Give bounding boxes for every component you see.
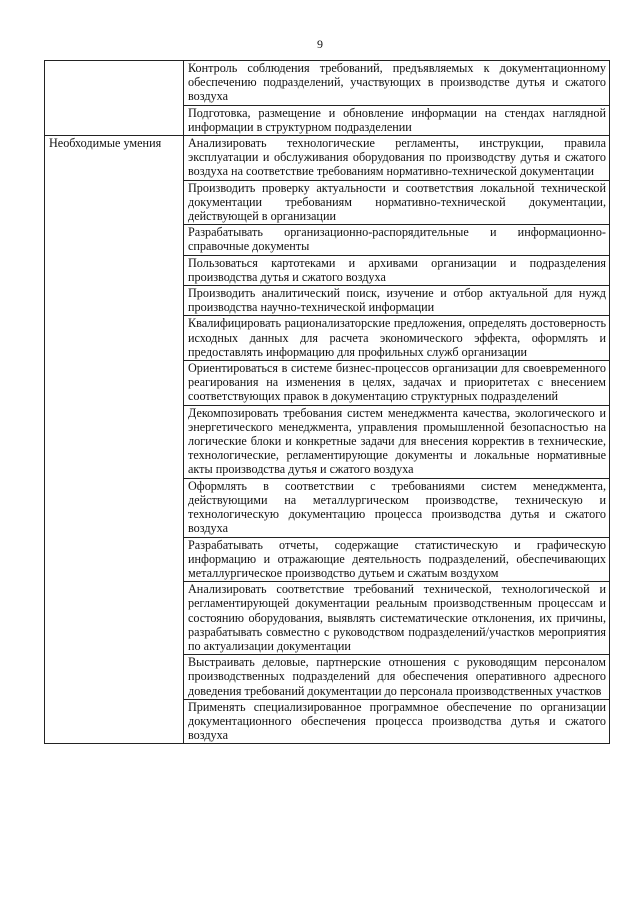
row-text: Производить проверку актуальности и соответствия локальной технической документации требованиям нормативно-технической документации, действующей в организации — [184, 180, 610, 225]
row-text: Производить аналитический поиск, изучение и отбор актуальной для нужд производства научно-технической информации — [184, 286, 610, 316]
row-text: Подготовка, размещение и обновление информации на стендах наглядной информации в структурном подразделении — [184, 105, 610, 135]
table-row — [45, 136, 610, 181]
row-label — [45, 61, 184, 136]
row-text: Разрабатывать отчеты, содержащие статистическую и графическую информацию и отражающие деятельность подразделений, обеспечивающих металлургическое производство дутьем и сжатым воздухом — [184, 537, 610, 582]
row-text: Разрабатывать организационно-распорядительные и информационно-справочные документы — [184, 225, 610, 255]
row-text: Пользоваться картотеками и архивами организации и подразделения производства дутья и сжатого воздуха — [184, 255, 610, 285]
requirements-table — [44, 60, 610, 744]
page-number: 9 — [317, 37, 323, 51]
table-row — [45, 61, 610, 106]
row-text: Применять специализированное программное обеспечение по организации документационного обеспечения процесса производства дутья и сжатого воздуха — [184, 699, 610, 744]
row-text: Контроль соблюдения требований, предъявляемых к документационному обеспечению подразделений, участвующих в производстве дутья и сжатого воздуха — [184, 61, 610, 106]
row-text: Квалифицировать рационализаторские предложения, определять достоверность исходных данных для расчета экономического эффекта, оформлять и предоставлять информацию для профильных служб организации — [184, 316, 610, 361]
row-label: Необходимые умения — [45, 136, 184, 744]
row-text: Оформлять в соответствии с требованиями систем менеджмента, действующими на металлургическом производстве, техническую и технологическую документацию процесса производства дутья и сжатого воздуха — [184, 478, 610, 537]
row-text: Анализировать технологические регламенты, инструкции, правила эксплуатации и обслуживания оборудования по производству дутья и сжатого воздуха на соответствие требованиям нормативно-технической документации — [184, 136, 610, 181]
row-text: Ориентироваться в системе бизнес-процессов организации для своевременного реагирования на изменения в целях, задачах и приоритетах с внесением соответствующих правок в документацию структурных подразделений — [184, 361, 610, 406]
row-text: Анализировать соответствие требований технической, технологической и регламентирующей документации реальным производственным процессам и состоянию оборудования, выявлять систематические отклонения, их причины, разрабатывать совместно с руководством подразделений/участков мероприятия по актуализации документации — [184, 582, 610, 655]
row-text: Выстраивать деловые, партнерские отношения с руководящим персоналом производственных подразделений для обеспечения оперативного адресного доведения требований документации до персонала производственных участков — [184, 655, 610, 700]
row-text: Декомпозировать требования систем менеджмента качества, экологического и энергетического менеджмента, управления промышленной безопасностью на логические блоки и конкретные задачи для внесения корректив в технические, технологические, регламентирующие документы и локальные нормативные акты производства дутья и сжатого воздуха — [184, 405, 610, 478]
